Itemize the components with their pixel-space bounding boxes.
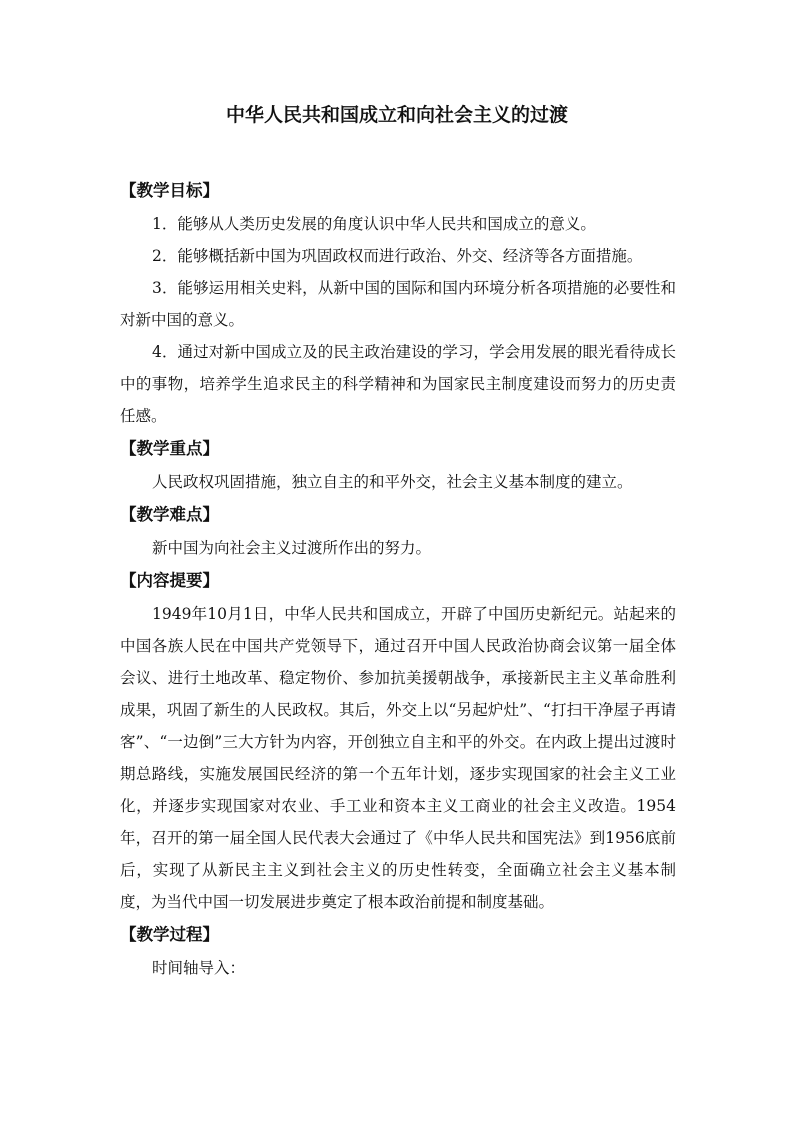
- process-text: 时间轴导入：: [152, 959, 246, 977]
- objective-item-2: 2．能够概括新中国为巩固政权而进行政治、外交、经济等各方面措施。: [152, 247, 643, 265]
- objective-item-3: 3．能够运用相关史料，从新中国的国际和国内环境分析各项措施的必要性和对新中国的意义。: [120, 279, 676, 329]
- difficulties-text: 新中国为向社会主义过渡所作出的努力。: [152, 539, 432, 557]
- summary-text: 1949年10月1日，中华人民共和国成立，开辟了中国历史新纪元。站起来的中国各族人民在中国共产党领导下，通过召开中国人民政治协商会议第一届全体会议、进行土地改革、稳定物价、参加抗美援朝战争，承接新民主主义革命胜利成果，巩固了新生的人民政权。其后，外交上以“另起炉灶”、“打扫干净屋子再请客”、“一边倒”三大方针为内容，开创独立自主和平的外交。在内政上提出过渡时期总路线，实施发展国民经济的第一个五年计划，逐步实现国家的社会主义工业化，并逐步实现国家对农业、手工业和资本主义工商业的社会主义改造。1954年，召开的第一届全国人民代表大会通过了《中华人民共和国宪法》到1956底前后，实现了从新民主主义到社会主义的历史性转变，全面确立社会主义基本制度，为当代中国一切发展进步奠定了根本政治前提和制度基础。: [120, 605, 676, 911]
- objective-item-1: 1．能够从人类历史发展的角度认识中华人民共和国成立的意义。: [152, 215, 596, 233]
- key-points-text: 人民政权巩固措施，独立自主的和平外交，社会主义基本制度的建立。: [152, 473, 633, 491]
- objective-item-4: 4．通过对新中国成立及的民主政治建设的学习，学会用发展的眼光看待成长中的事物，培养学生追求民主的科学精神和为国家民主制度建设而努力的历史责任感。: [120, 343, 676, 425]
- section-heading-objectives: 【教学目标】: [120, 181, 219, 200]
- page-title: 中华人民共和国成立和向社会主义的过渡: [225, 104, 568, 126]
- section-heading-summary: 【内容提要】: [120, 571, 219, 590]
- section-heading-key-points: 【教学重点】: [120, 439, 219, 458]
- document-body: [120, 174, 676, 984]
- section-heading-process: 【教学过程】: [120, 925, 219, 944]
- section-heading-difficulties: 【教学难点】: [120, 505, 219, 524]
